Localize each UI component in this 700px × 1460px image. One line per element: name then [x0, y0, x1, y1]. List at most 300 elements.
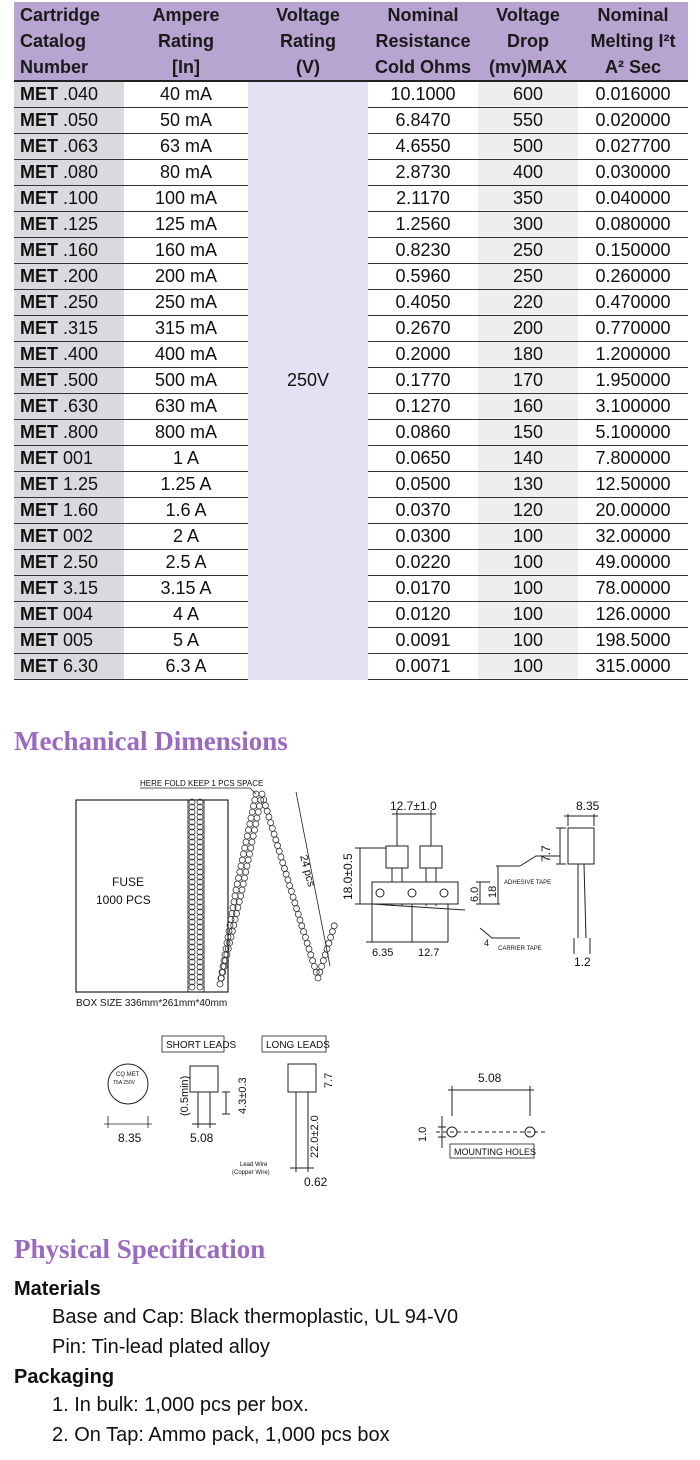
melting-i2t-cell: 0.260000: [578, 264, 688, 290]
tape-dot: [233, 887, 239, 893]
ampere-rating-cell: 80 mA: [124, 160, 248, 186]
tape-drawing: [355, 810, 560, 942]
tape-dot: [273, 837, 279, 843]
resistance-cell: 0.0860: [368, 420, 478, 446]
melting-i2t-cell: 0.027700: [578, 134, 688, 160]
melting-i2t-cell: 1.200000: [578, 342, 688, 368]
catalog-suffix: 005: [63, 630, 94, 650]
tape-dot: [278, 854, 284, 860]
catalog-suffix: .200: [63, 266, 99, 286]
dim-22-tolerance: 22.0±2.0: [309, 1115, 321, 1158]
tape-dot: [249, 809, 255, 815]
ampere-rating-cell: 40 mA: [124, 81, 248, 108]
tape-dot: [290, 894, 296, 900]
dim-4: 4: [484, 938, 490, 948]
melting-i2t-cell: 0.150000: [578, 238, 688, 264]
voltage-drop-cell: 170: [478, 368, 578, 394]
catalog-number-cell: [14, 264, 124, 290]
voltage-drop-cell: 100: [478, 576, 578, 602]
materials-line-1: Base and Cap: Black thermoplastic, UL 94-V0: [52, 1306, 459, 1328]
tape-dot: [329, 929, 335, 935]
catalog-number-cell: [14, 160, 124, 186]
series-code: MET: [20, 604, 58, 624]
voltage-rating-value: 250V: [286, 370, 330, 391]
series-code: MET: [20, 214, 58, 234]
series-code: MET: [20, 630, 58, 650]
dim-8-35-side: 8.35: [576, 799, 600, 813]
tape-dot: [251, 803, 257, 809]
tape-dot: [234, 881, 240, 887]
ampere-rating-cell: 500 mA: [124, 368, 248, 394]
tape-dot: [302, 934, 308, 940]
series-code: MET: [20, 396, 58, 416]
series-code: MET: [20, 240, 58, 260]
tape-dot: [238, 893, 244, 899]
series-code: MET: [20, 292, 58, 312]
tape-dot: [247, 851, 253, 857]
voltage-drop-cell: 300: [478, 212, 578, 238]
header-voltage-drop: Voltage Drop (mv)MAX: [478, 2, 578, 81]
resistance-cell: 0.1770: [368, 368, 478, 394]
catalog-suffix: .050: [63, 110, 99, 130]
ampere-rating-cell: 315 mA: [124, 316, 248, 342]
long-leads-label: LONG LEADS: [266, 1040, 330, 1051]
tape-dot: [241, 851, 247, 857]
catalog-number-cell: [14, 654, 124, 680]
tape-dot: [326, 940, 332, 946]
tape-dot: [250, 833, 256, 839]
tape-dot: [247, 821, 253, 827]
tape-dot: [244, 833, 250, 839]
dim-0-5-min: (0.5min): [179, 1075, 191, 1116]
catalog-number-cell: [14, 81, 124, 108]
tape-dot: [242, 845, 248, 851]
catalog-number-cell: [14, 290, 124, 316]
series-code: MET: [20, 318, 58, 338]
header-voltage-rating: Voltage Rating (V): [248, 2, 368, 81]
melting-i2t-cell: 20.00000: [578, 498, 688, 524]
pcs-24-label: 24 pcs: [297, 853, 318, 889]
resistance-cell: 0.0220: [368, 550, 478, 576]
tape-dot: [252, 797, 258, 803]
catalog-suffix: 2.50: [63, 552, 99, 572]
catalog-suffix: .500: [63, 370, 99, 390]
ampere-rating-cell: 250 mA: [124, 290, 248, 316]
ampere-rating-cell: 1 A: [124, 446, 248, 472]
dim-7-7-side: 7.7: [539, 845, 553, 862]
header-ampere-rating: Ampere Rating [In]: [124, 2, 248, 81]
melting-i2t-cell: 7.800000: [578, 446, 688, 472]
tape-dot: [257, 803, 263, 809]
side-view-drawing: [556, 814, 598, 954]
tape-dot: [292, 900, 298, 906]
fuse-rating-table: [14, 2, 688, 680]
short-leads-fuse: [190, 1066, 230, 1128]
melting-i2t-cell: 0.470000: [578, 290, 688, 316]
dim-8-35: 8.35: [118, 1131, 142, 1145]
tape-dot: [281, 865, 287, 871]
catalog-suffix: 1.60: [63, 500, 99, 520]
melting-i2t-cell: 0.080000: [578, 212, 688, 238]
resistance-cell: 0.0500: [368, 472, 478, 498]
resistance-cell: 0.0170: [368, 576, 478, 602]
melting-i2t-cell: 0.770000: [578, 316, 688, 342]
tape-dot: [308, 952, 314, 958]
melting-i2t-cell: 0.030000: [578, 160, 688, 186]
tape-dot: [240, 881, 246, 887]
catalog-suffix: .040: [63, 84, 99, 104]
voltage-drop-cell: 160: [478, 394, 578, 420]
tape-dot: [254, 815, 260, 821]
tape-dot: [253, 821, 259, 827]
catalog-number-cell: [14, 498, 124, 524]
adhesive-tape-label: ADHESIVE TAPE: [504, 880, 552, 886]
series-code: MET: [20, 266, 58, 286]
tape-dot: [262, 802, 268, 808]
series-code: MET: [20, 136, 58, 156]
tape-dot: [315, 975, 321, 981]
catalog-suffix: 1.25: [63, 474, 99, 494]
ampere-rating-cell: 400 mA: [124, 342, 248, 368]
tape-dot: [237, 869, 243, 875]
tape-dot: [306, 946, 312, 952]
series-code: MET: [20, 370, 58, 390]
voltage-drop-cell: 150: [478, 420, 578, 446]
dim-12-7: 12.7: [418, 947, 440, 959]
catalog-suffix: .080: [63, 162, 99, 182]
resistance-cell: 0.5960: [368, 264, 478, 290]
tape-dot: [310, 958, 316, 964]
tape-dot: [221, 958, 227, 964]
catalog-suffix: .400: [63, 344, 99, 364]
dim-18: 18: [487, 885, 499, 898]
voltage-rating-cell: [248, 81, 368, 680]
tape-dot: [243, 839, 249, 845]
materials-line-2: Pin: Tin-lead plated alloy: [52, 1336, 270, 1358]
series-code: MET: [20, 422, 58, 442]
tape-dot: [268, 820, 274, 826]
mechanical-drawings: [0, 770, 700, 1210]
catalog-suffix: .315: [63, 318, 99, 338]
dim-pitch-tolerance: 12.7±1.0: [390, 799, 437, 813]
melting-i2t-cell: 0.016000: [578, 81, 688, 108]
catalog-suffix: .100: [63, 188, 99, 208]
marking-line-1: CQ MET: [116, 1072, 140, 1078]
catalog-suffix: .250: [63, 292, 99, 312]
tape-dot: [259, 791, 265, 797]
mounting-hole-diameter: 1.0: [417, 1126, 429, 1142]
voltage-drop-cell: 200: [478, 316, 578, 342]
ampere-rating-cell: 3.15 A: [124, 576, 248, 602]
physical-specification-title: Physical Specification: [14, 1234, 266, 1264]
catalog-number-cell: [14, 602, 124, 628]
tape-dot: [232, 916, 238, 922]
tape-dot: [280, 860, 286, 866]
melting-i2t-cell: 3.100000: [578, 394, 688, 420]
melting-i2t-cell: 32.00000: [578, 524, 688, 550]
ampere-rating-cell: 2.5 A: [124, 550, 248, 576]
tape-dot: [311, 963, 317, 969]
resistance-cell: 2.8730: [368, 160, 478, 186]
voltage-drop-cell: 100: [478, 628, 578, 654]
ampere-rating-cell: 200 mA: [124, 264, 248, 290]
tape-dot: [319, 963, 325, 969]
resistance-cell: 0.4050: [368, 290, 478, 316]
resistance-cell: 0.0120: [368, 602, 478, 628]
catalog-number-cell: [14, 472, 124, 498]
tape-dot: [264, 808, 270, 814]
series-code: MET: [20, 500, 58, 520]
catalog-number-cell: [14, 368, 124, 394]
tape-dot: [246, 827, 252, 833]
catalog-number-cell: [14, 628, 124, 654]
short-leads-label: SHORT LEADS: [166, 1040, 237, 1051]
series-code: MET: [20, 344, 58, 364]
voltage-drop-cell: 350: [478, 186, 578, 212]
voltage-drop-cell: 100: [478, 524, 578, 550]
tape-dot: [313, 969, 319, 975]
tape-dot: [248, 815, 254, 821]
mechanical-dimensions-title: Mechanical Dimensions: [14, 726, 288, 756]
catalog-suffix: 6.30: [63, 656, 99, 676]
dim-6: 6.0: [469, 886, 481, 902]
tape-dot: [283, 871, 289, 877]
tape-dot: [218, 975, 224, 981]
tape-dot: [244, 863, 250, 869]
resistance-cell: 0.0650: [368, 446, 478, 472]
voltage-drop-cell: 250: [478, 264, 578, 290]
catalog-suffix: .063: [63, 136, 99, 156]
ampere-rating-cell: 2 A: [124, 524, 248, 550]
melting-i2t-cell: 315.0000: [578, 654, 688, 680]
ampere-rating-cell: 630 mA: [124, 394, 248, 420]
ampere-rating-cell: 160 mA: [124, 238, 248, 264]
packaging-line-1: 1. In bulk: 1,000 pcs per box.: [52, 1394, 309, 1416]
lead-wire-label: Lead Wire: [240, 1162, 268, 1168]
resistance-cell: 0.0300: [368, 524, 478, 550]
melting-i2t-cell: 0.020000: [578, 108, 688, 134]
series-code: MET: [20, 110, 58, 130]
melting-i2t-cell: 78.00000: [578, 576, 688, 602]
series-code: MET: [20, 188, 58, 208]
dim-5-08: 5.08: [190, 1131, 214, 1145]
voltage-drop-cell: 250: [478, 238, 578, 264]
fuse-rating-table-container: [14, 2, 688, 690]
tape-dot: [248, 845, 254, 851]
ampere-rating-cell: 63 mA: [124, 134, 248, 160]
melting-i2t-cell: 198.5000: [578, 628, 688, 654]
voltage-drop-cell: 100: [478, 550, 578, 576]
resistance-cell: 1.2560: [368, 212, 478, 238]
header-nominal-melting: Nominal Melting I²t A² Sec: [578, 2, 688, 81]
voltage-drop-cell: 400: [478, 160, 578, 186]
catalog-suffix: .160: [63, 240, 99, 260]
catalog-number-cell: [14, 394, 124, 420]
catalog-number-cell: [14, 134, 124, 160]
box-size-label: BOX SIZE 336mm*261mm*40mm: [76, 998, 228, 1009]
resistance-cell: 10.1000: [368, 81, 478, 108]
dim-7-7: 7.7: [323, 1072, 335, 1088]
tape-dot: [271, 831, 277, 837]
tape-dot: [239, 887, 245, 893]
tape-dot: [320, 958, 326, 964]
tape-dot: [245, 857, 251, 863]
ampere-rating-cell: 1.25 A: [124, 472, 248, 498]
resistance-cell: 6.8470: [368, 108, 478, 134]
dim-1-2: 1.2: [574, 955, 591, 969]
ampere-rating-cell: 5 A: [124, 628, 248, 654]
melting-i2t-cell: 49.00000: [578, 550, 688, 576]
voltage-drop-cell: 140: [478, 446, 578, 472]
tape-dot: [217, 981, 223, 987]
series-code: MET: [20, 474, 58, 494]
tape-dot: [234, 911, 240, 917]
materials-heading: Materials: [14, 1278, 101, 1300]
ampere-rating-cell: 50 mA: [124, 108, 248, 134]
catalog-number-cell: [14, 446, 124, 472]
dim-4-3: 4.3±0.3: [237, 1077, 249, 1114]
fold-note: HERE FOLD KEEP 1 PCS SPACE: [140, 779, 264, 788]
catalog-suffix: 002: [63, 526, 94, 546]
tape-dot: [297, 917, 303, 923]
box-fuse-label: FUSE: [112, 875, 145, 889]
melting-i2t-cell: 0.040000: [578, 186, 688, 212]
voltage-drop-cell: 100: [478, 602, 578, 628]
ampere-rating-cell: 1.6 A: [124, 498, 248, 524]
mounting-holes-drawing: [436, 1086, 546, 1148]
table-body: [14, 81, 688, 680]
melting-i2t-cell: 5.100000: [578, 420, 688, 446]
ampere-rating-cell: 125 mA: [124, 212, 248, 238]
tape-dot: [294, 906, 300, 912]
series-code: MET: [20, 552, 58, 572]
melting-i2t-cell: 1.950000: [578, 368, 688, 394]
voltage-drop-cell: 550: [478, 108, 578, 134]
melting-i2t-cell: 12.50000: [578, 472, 688, 498]
resistance-cell: 4.6550: [368, 134, 478, 160]
voltage-drop-cell: 130: [478, 472, 578, 498]
header-nominal-resistance: Nominal Resistance Cold Ohms: [368, 2, 478, 81]
marking-line-2: T5A 250V: [113, 1080, 135, 1086]
catalog-number-cell: [14, 550, 124, 576]
catalog-number-cell: [14, 316, 124, 342]
dim-6-35: 6.35: [372, 947, 394, 959]
series-code: MET: [20, 656, 58, 676]
voltage-drop-cell: 100: [478, 654, 578, 680]
tape-dot: [255, 809, 261, 815]
tape-dot: [236, 875, 242, 881]
tape-dot: [242, 875, 248, 881]
mounting-hole-spacing: 5.08: [478, 1071, 502, 1085]
catalog-suffix: 004: [63, 604, 94, 624]
tape-dot: [317, 969, 323, 975]
voltage-drop-cell: 120: [478, 498, 578, 524]
tape-dot: [288, 888, 294, 894]
tape-dot: [239, 857, 245, 863]
tape-dot: [285, 877, 291, 883]
ampere-rating-cell: 800 mA: [124, 420, 248, 446]
tape-dot: [304, 940, 310, 946]
copper-wire-label: (Copper Wire): [232, 1170, 270, 1176]
catalog-number-cell: [14, 108, 124, 134]
catalog-suffix: 001: [63, 448, 94, 468]
series-code: MET: [20, 84, 58, 104]
marking-top-view: [104, 1064, 152, 1128]
melting-i2t-cell: 126.0000: [578, 602, 688, 628]
catalog-suffix: .800: [63, 422, 99, 442]
series-code: MET: [20, 578, 58, 598]
series-code: MET: [20, 162, 58, 182]
tape-dot: [287, 883, 293, 889]
catalog-suffix: .125: [63, 214, 99, 234]
ampere-rating-cell: 100 mA: [124, 186, 248, 212]
packaging-heading: Packaging: [14, 1366, 115, 1388]
tape-dot: [301, 929, 307, 935]
ampere-rating-cell: 6.3 A: [124, 654, 248, 680]
table-row: [14, 81, 688, 108]
resistance-cell: 2.1170: [368, 186, 478, 212]
voltage-drop-cell: 500: [478, 134, 578, 160]
tape-dot: [275, 843, 281, 849]
voltage-drop-cell: 180: [478, 342, 578, 368]
carrier-tape-label: CARRIER TAPE: [498, 946, 542, 952]
tape-dot: [266, 814, 272, 820]
catalog-number-cell: [14, 524, 124, 550]
header-catalog-number: Cartridge Catalog Number: [14, 2, 124, 81]
voltage-drop-cell: 220: [478, 290, 578, 316]
catalog-number-cell: [14, 186, 124, 212]
resistance-cell: 0.1270: [368, 394, 478, 420]
tape-dot: [249, 839, 255, 845]
tape-dot: [299, 923, 305, 929]
tape-dot: [232, 893, 238, 899]
resistance-cell: 0.0071: [368, 654, 478, 680]
tape-dot: [276, 848, 282, 854]
catalog-number-cell: [14, 342, 124, 368]
tape-dot: [295, 911, 301, 917]
box-pcs-label: 1000 PCS: [96, 893, 151, 907]
catalog-suffix: .630: [63, 396, 99, 416]
tape-dot: [238, 863, 244, 869]
catalog-number-cell: [14, 576, 124, 602]
tape-dot: [269, 825, 275, 831]
resistance-cell: 0.0091: [368, 628, 478, 654]
catalog-suffix: 3.15: [63, 578, 99, 598]
catalog-number-cell: [14, 212, 124, 238]
ampere-rating-cell: 4 A: [124, 602, 248, 628]
resistance-cell: 0.8230: [368, 238, 478, 264]
catalog-number-cell: [14, 420, 124, 446]
tape-dot: [252, 827, 258, 833]
resistance-cell: 0.2000: [368, 342, 478, 368]
tape-dot: [331, 923, 337, 929]
table-header-row: [14, 2, 688, 81]
resistance-cell: 0.2670: [368, 316, 478, 342]
voltage-drop-cell: 600: [478, 81, 578, 108]
resistance-cell: 0.0370: [368, 498, 478, 524]
dim-18-tolerance: 18.0±0.5: [341, 853, 355, 900]
series-code: MET: [20, 526, 58, 546]
series-code: MET: [20, 448, 58, 468]
catalog-number-cell: [14, 238, 124, 264]
tape-dot: [328, 934, 334, 940]
fuse-box-drawing: [76, 779, 337, 1009]
dim-0-62: 0.62: [304, 1175, 328, 1189]
tape-dot: [243, 869, 249, 875]
tape-dot: [231, 922, 237, 928]
packaging-line-2: 2. On Tap: Ammo pack, 1,000 pcs box: [52, 1424, 390, 1446]
mounting-holes-label: MOUNTING HOLES: [454, 1147, 537, 1157]
